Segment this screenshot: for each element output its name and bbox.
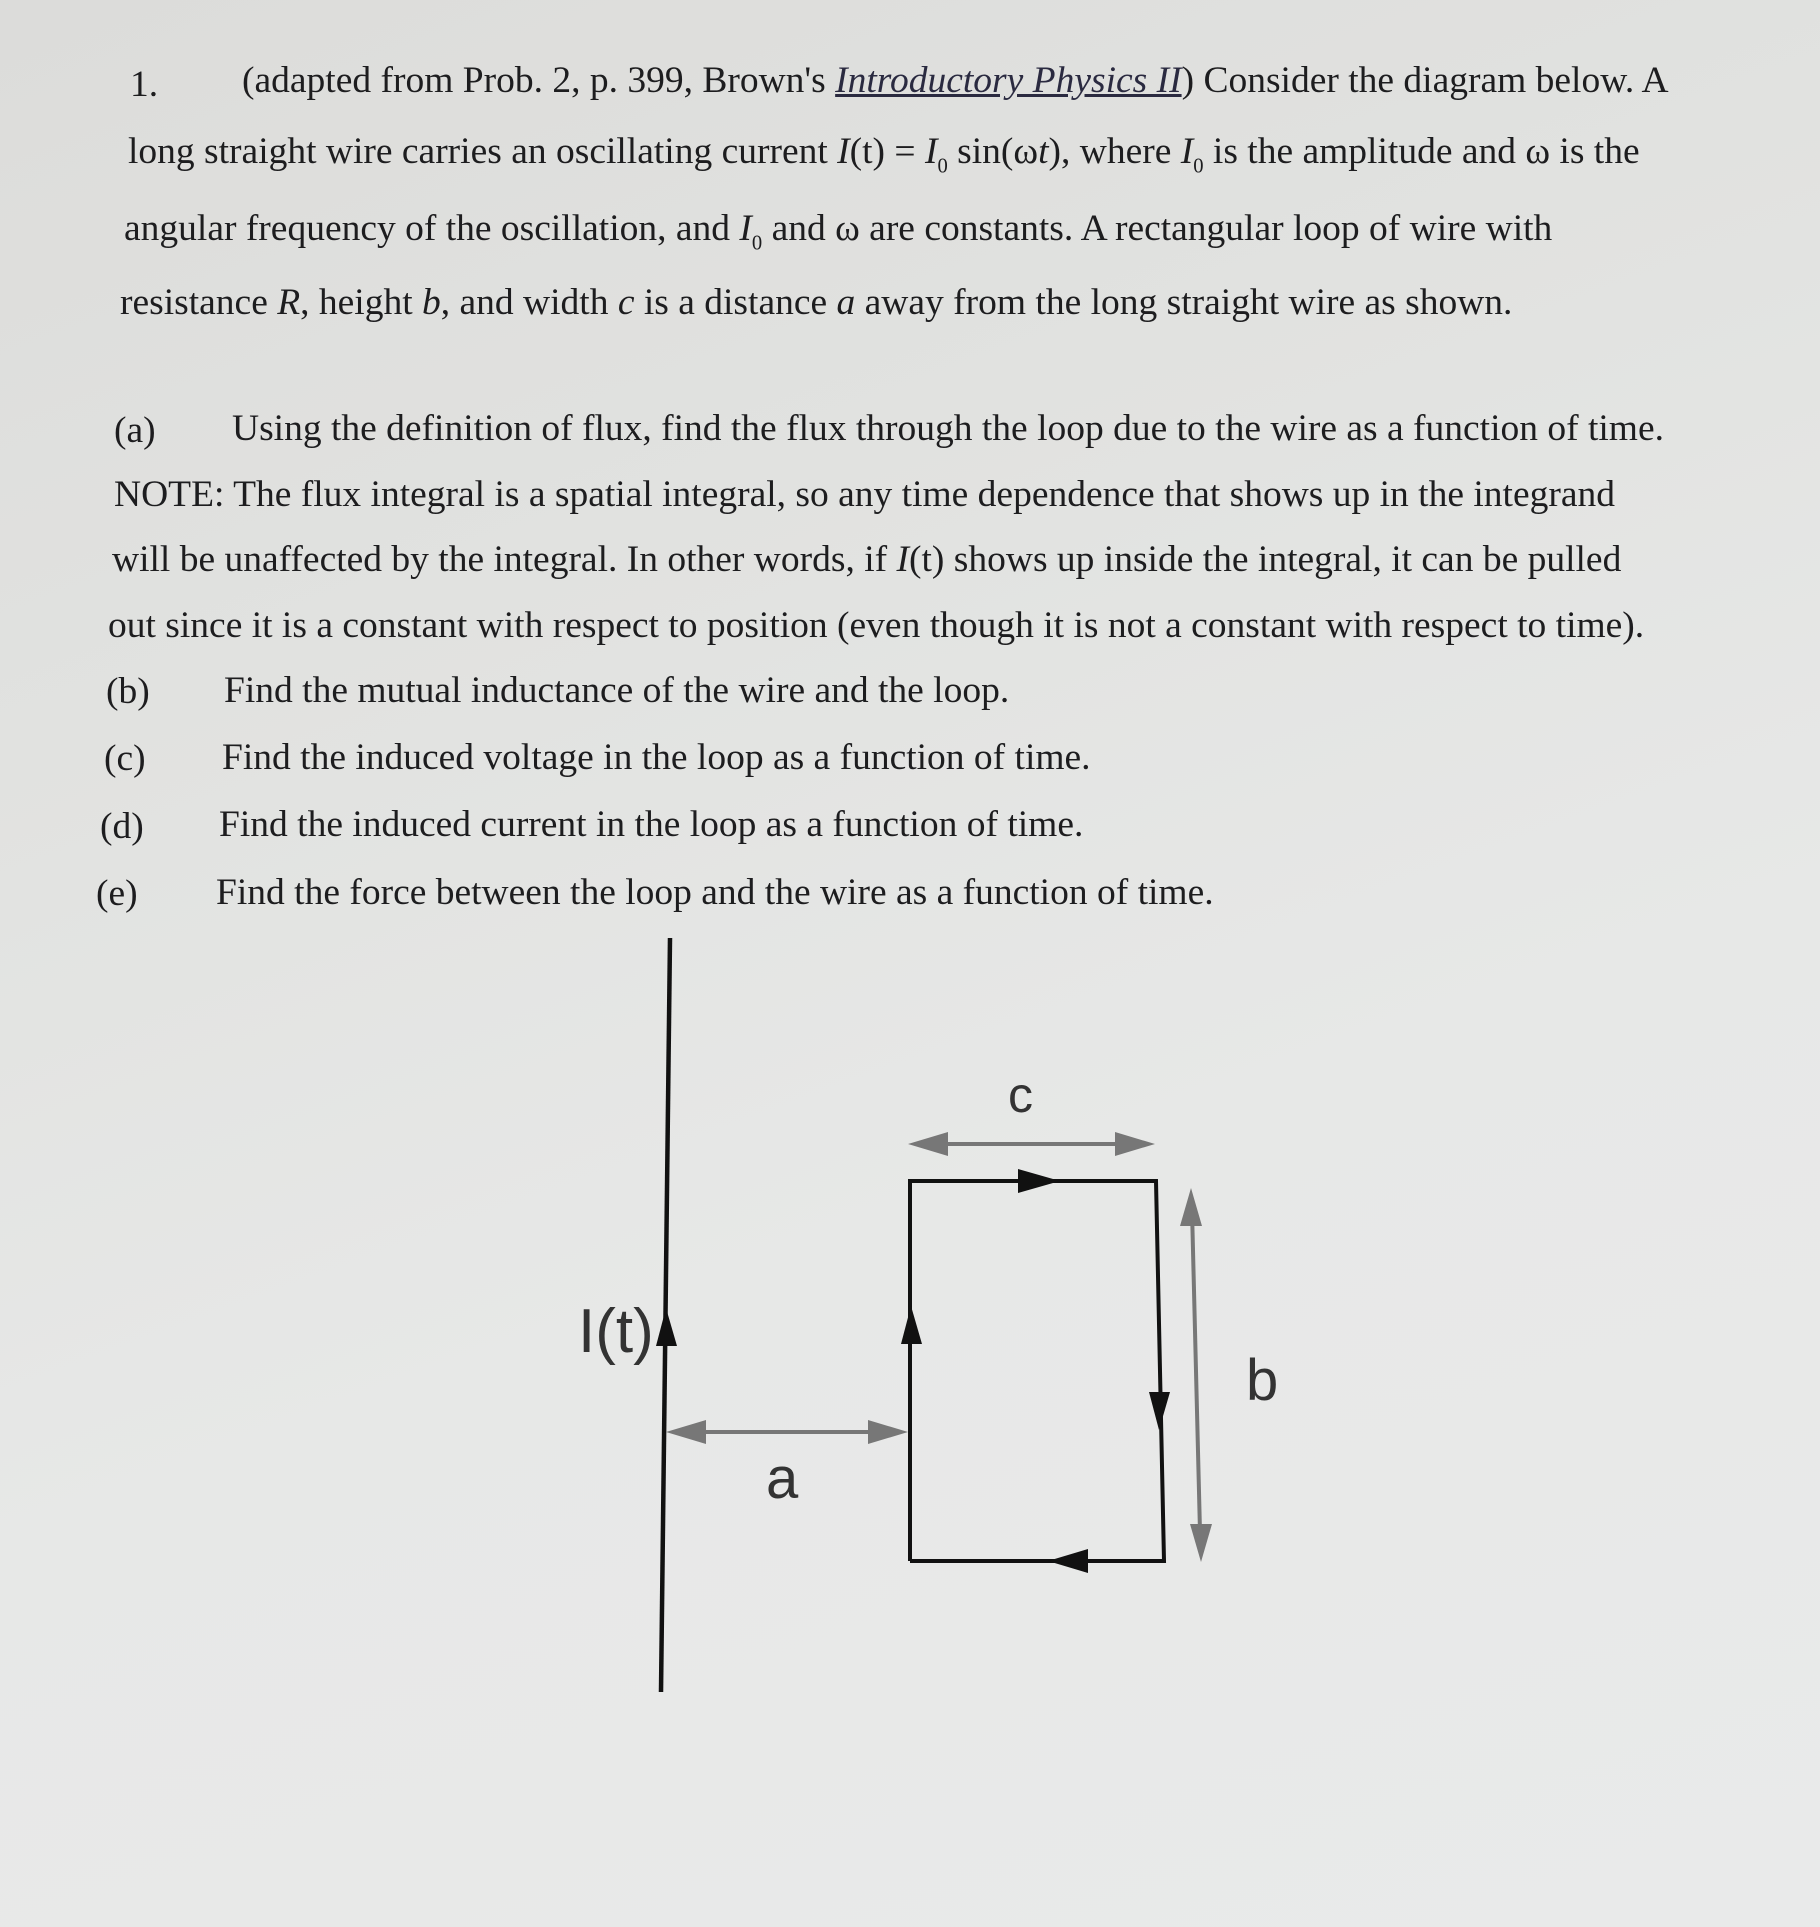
part-e-label: (e) bbox=[96, 873, 138, 914]
part-a-line-3-text: will be unaffected by the integral. In other words, if bbox=[112, 539, 897, 580]
part-a-line-1: Using the definition of flux, find the flux through the loop due to the wire as a function of time. bbox=[232, 408, 1664, 449]
amplitude-symbol: I bbox=[924, 131, 938, 172]
resistance-symbol: R bbox=[277, 282, 301, 323]
problem-line-2-text: long straight wire carries an oscillating current bbox=[128, 131, 838, 172]
problem-line-4-c: , and width bbox=[440, 282, 618, 323]
part-d-label: (d) bbox=[100, 806, 144, 847]
problem-number: 1. bbox=[130, 64, 159, 105]
loop-left-arrow bbox=[901, 1306, 922, 1344]
amplitude-subscript-3: 0 bbox=[751, 232, 763, 255]
part-a-time-arg: (t) bbox=[908, 539, 945, 580]
distance-a-arrow-right bbox=[868, 1420, 908, 1444]
width-symbol: c bbox=[617, 282, 635, 323]
height-b-arrow-top bbox=[1180, 1188, 1202, 1226]
width-c-label: c bbox=[1008, 1067, 1033, 1123]
part-c-label: (c) bbox=[104, 738, 146, 779]
amplitude-subscript: 0 bbox=[937, 155, 948, 178]
problem-line-3-text: angular frequency of the oscillation, and bbox=[124, 208, 740, 249]
loop-top-arrow bbox=[1018, 1169, 1060, 1193]
height-b-line bbox=[1192, 1210, 1200, 1532]
part-b-text: Find the mutual inductance of the wire and the loop. bbox=[224, 670, 1010, 711]
part-a-line-3-end: shows up inside the integral, it can be pulled bbox=[944, 539, 1622, 580]
distance-a-arrow-left bbox=[666, 1420, 706, 1444]
time-variable: t bbox=[1038, 131, 1049, 172]
part-a-line-2: NOTE: The flux integral is a spatial integral, so any time dependence that shows up in the integrand bbox=[114, 474, 1615, 515]
problem-line-4-d: is a distance bbox=[634, 282, 837, 323]
amplitude-symbol-2: I bbox=[1180, 131, 1194, 172]
loop-bottom-arrow bbox=[1048, 1549, 1088, 1573]
loop-right-arrow bbox=[1149, 1392, 1170, 1430]
current-label: I(t) bbox=[578, 1297, 654, 1366]
distance-a-label: a bbox=[766, 1446, 799, 1511]
rectangular-loop bbox=[910, 1181, 1164, 1561]
part-d-text: Find the induced current in the loop as a function of time. bbox=[219, 804, 1084, 845]
part-a-label: (a) bbox=[114, 410, 156, 451]
sin-function: sin(ω bbox=[947, 131, 1039, 172]
part-e-text: Find the force between the loop and the wire as a function of time. bbox=[216, 872, 1214, 913]
equals-sign: = bbox=[885, 131, 925, 172]
problem-line-4-b: , height bbox=[300, 282, 422, 323]
current-direction-arrow bbox=[656, 1308, 677, 1346]
problem-line-2-mid: ), where bbox=[1048, 131, 1181, 172]
current-symbol: I bbox=[837, 131, 850, 172]
problem-line-4-text: resistance bbox=[120, 282, 278, 323]
problem-line-2-end: is the amplitude and ω is the bbox=[1203, 131, 1640, 172]
width-c-arrow-left bbox=[908, 1132, 948, 1156]
part-b-label: (b) bbox=[106, 671, 150, 712]
problem-line-3-end: and ω are constants. A rectangular loop of wire with bbox=[762, 208, 1553, 249]
distance-symbol: a bbox=[836, 282, 856, 323]
problem-line-4-end: away from the long straight wire as shown. bbox=[855, 282, 1513, 323]
part-a-line-4: out since it is a constant with respect to position (even though it is not a constant with respect to time). bbox=[108, 605, 1645, 646]
amplitude-symbol-3: I bbox=[739, 208, 752, 249]
height-b-label: b bbox=[1246, 1348, 1279, 1413]
time-arg: (t) bbox=[849, 131, 886, 172]
amplitude-subscript-2: 0 bbox=[1193, 155, 1204, 178]
problem-line-1-post: ) Consider the diagram below. A bbox=[1181, 60, 1669, 101]
height-symbol: b bbox=[422, 282, 441, 323]
height-b-arrow-bottom bbox=[1190, 1524, 1212, 1562]
width-c-arrow-right bbox=[1115, 1132, 1155, 1156]
book-title-link: Introductory Physics II bbox=[835, 60, 1182, 101]
part-c-text: Find the induced voltage in the loop as a function of time. bbox=[222, 737, 1091, 778]
part-a-current-symbol: I bbox=[896, 539, 909, 580]
problem-line-1-pre: (adapted from Prob. 2, p. 399, Brown's bbox=[242, 60, 836, 101]
